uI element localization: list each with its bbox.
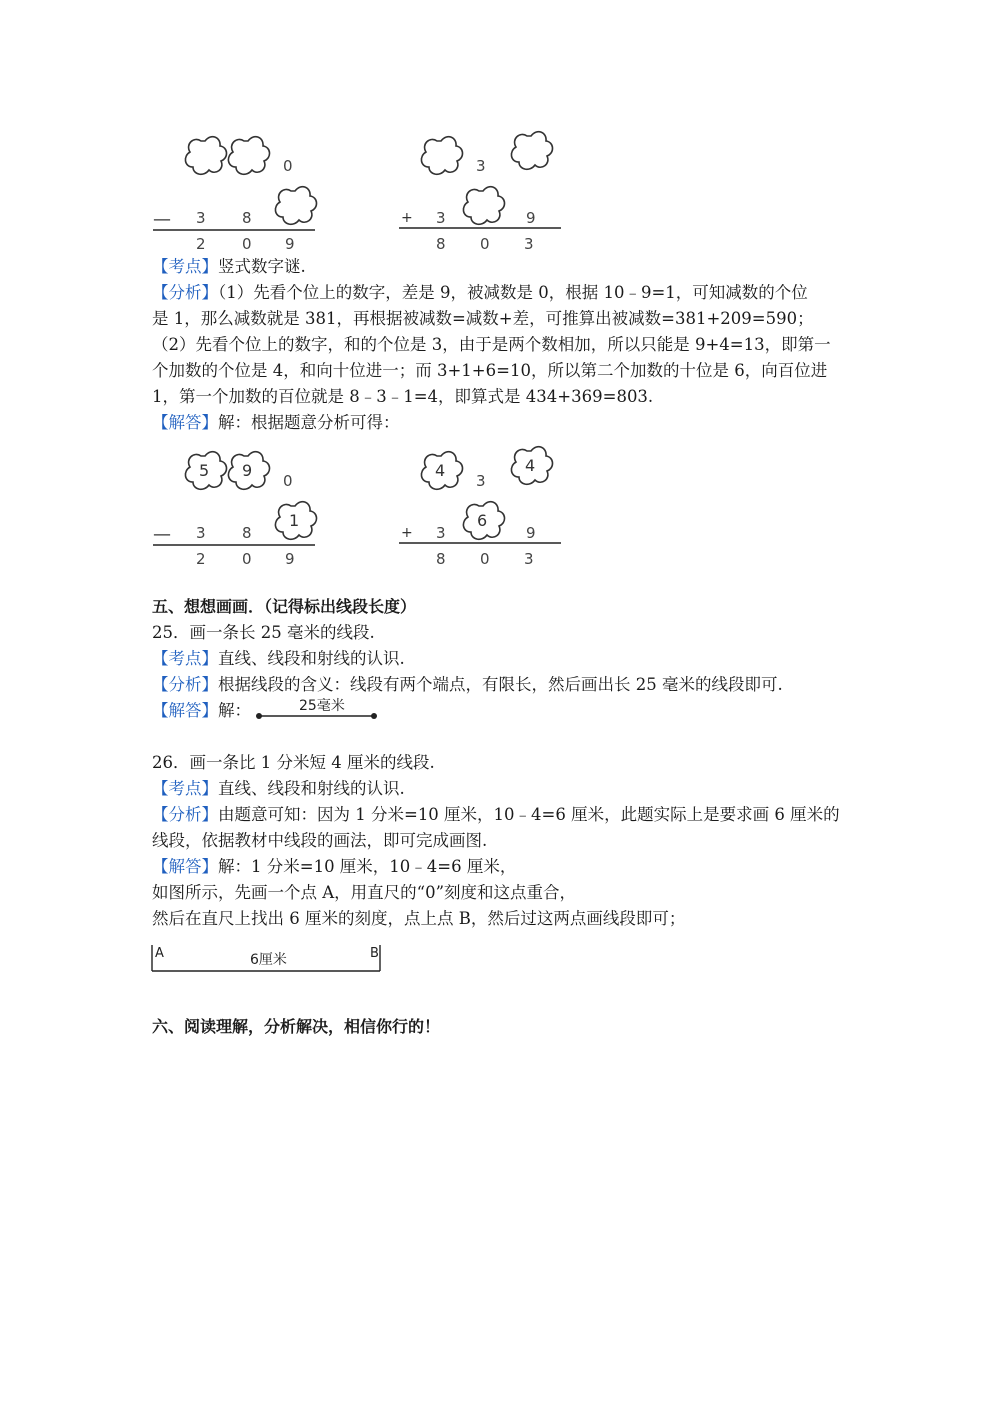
digit: 3 — [436, 209, 446, 227]
jieda-line: 然后在直尺上找出 6 厘米的刻度，点上点 B，然后过这两点画线段即可； — [152, 909, 686, 928]
digit: 0 — [480, 550, 490, 568]
digit: 0 — [480, 235, 490, 253]
digit: 9 — [526, 524, 536, 542]
digit: 3 — [524, 235, 534, 253]
blank-cloud-icon — [185, 137, 226, 175]
kaodian-tag: 【考点】 — [152, 257, 218, 276]
kaodian-line — [152, 646, 405, 672]
blank-cloud-icon — [275, 187, 316, 225]
puzzle1-solution-figure — [150, 440, 320, 570]
blank-cloud-icon — [463, 187, 504, 225]
fenxi-tag: 【分析】 — [152, 805, 218, 824]
digit: 0 — [242, 550, 252, 568]
digit: 8 — [242, 524, 252, 542]
plus-sign: + — [401, 210, 413, 226]
kaodian-tag: 【考点】 — [152, 779, 218, 798]
fenxi-line: 个加数的个位是 4，和向十位进一；而 3+1+6=10，所以第二个加数的十位是 6，向百位进 — [152, 361, 828, 380]
fenxi-line — [152, 672, 783, 698]
digit: 8 — [242, 209, 252, 227]
fenxi-text: 由题意可知：因为 1 分米=10 厘米，10﹣4=6 厘米，此题实际上是要求画 6 厘米的 — [218, 805, 840, 824]
digit: 3 — [476, 157, 486, 175]
jieda-tag: 【解答】 — [152, 857, 218, 876]
kaodian-text: 直线、线段和射线的认识. — [218, 779, 405, 798]
question-26: 26．画一条比 1 分米短 4 厘米的线段. — [152, 753, 435, 772]
jieda-text: 解： — [218, 701, 251, 720]
digit: 8 — [436, 235, 446, 253]
digit: 1 — [289, 511, 300, 530]
digit: 9 — [242, 461, 253, 480]
plus-sign: + — [401, 525, 413, 541]
digit: 2 — [196, 550, 206, 568]
fenxi-line: （2）先看个位上的数字，和的个位是 3，由于是两个数相加，所以只能是 9+4=13，即第一 — [152, 335, 831, 354]
segment-6cm-figure — [150, 943, 386, 975]
jieda-tag: 【解答】 — [152, 701, 218, 720]
digit: 3 — [436, 524, 446, 542]
digit: 3 — [524, 550, 534, 568]
digit: 3 — [196, 209, 206, 227]
fenxi-tag: 【分析】 — [152, 283, 218, 302]
jieda-tag: 【解答】 — [152, 413, 218, 432]
question-25: 25．画一条长 25 毫米的线段. — [152, 623, 375, 642]
kaodian-line — [152, 776, 405, 802]
fenxi-tag: 【分析】 — [152, 675, 218, 694]
digit: 0 — [242, 235, 252, 253]
digit: 2 — [196, 235, 206, 253]
blank-cloud-icon — [421, 137, 462, 175]
digit: 9 — [526, 209, 536, 227]
digit: 0 — [283, 472, 293, 490]
minus-sign: — — [153, 524, 171, 545]
kaodian-tag: 【考点】 — [152, 649, 218, 668]
digit: 4 — [525, 456, 536, 475]
fenxi-line — [152, 802, 840, 828]
jieda-text: 解：1 分米=10 厘米，10﹣4=6 厘米， — [218, 857, 517, 876]
digit: 5 — [199, 461, 210, 480]
segment-25mm-figure — [254, 696, 380, 724]
kaodian-text: 竖式数字谜. — [218, 257, 306, 276]
kaodian-text: 直线、线段和射线的认识. — [218, 649, 405, 668]
fenxi-line — [152, 280, 808, 306]
jieda-line — [152, 410, 400, 436]
kaodian-line — [152, 254, 306, 280]
jieda-line: 如图所示，先画一个点 A，用直尺的“0”刻度和这点重合， — [152, 883, 577, 902]
point-a-label: A — [155, 946, 164, 961]
blank-cloud-icon — [228, 137, 269, 175]
jieda-line — [152, 854, 516, 880]
fenxi-text: （1）先看个位上的数字，差是 9，被减数是 0，根据 10﹣9=1，可知减数的个位 — [218, 283, 808, 302]
digit: 4 — [435, 461, 446, 480]
section-title: 五、想想画画．（记得标出线段长度） — [152, 597, 417, 616]
section-title: 六、阅读理解，分析解决，相信你行的！ — [152, 1017, 441, 1036]
fenxi-text: 根据线段的含义：线段有两个端点，有限长，然后画出长 25 毫米的线段即可. — [218, 675, 783, 694]
puzzle2-solution-figure — [396, 440, 566, 570]
segment-label: 6厘米 — [250, 952, 287, 968]
jieda-text: 解：根据题意分析可得： — [218, 413, 400, 432]
blank-cloud-icon — [511, 132, 552, 170]
digit: 3 — [476, 472, 486, 490]
digit: 0 — [283, 157, 293, 175]
minus-sign: — — [153, 209, 171, 230]
digit: 9 — [285, 550, 295, 568]
digit: 8 — [436, 550, 446, 568]
puzzle2-problem-figure — [396, 125, 566, 255]
segment-label: 25毫米 — [299, 698, 345, 714]
fenxi-line: 1，第一个加数的百位就是 8﹣3﹣1=4，即算式是 434+369=803. — [152, 387, 654, 406]
digit: 6 — [477, 511, 488, 530]
digit: 3 — [196, 524, 206, 542]
digit: 9 — [285, 235, 295, 253]
fenxi-line: 线段，依据教材中线段的画法，即可完成画图. — [152, 831, 488, 850]
puzzle1-problem-figure — [150, 125, 320, 255]
fenxi-line: 是 1，那么减数就是 381，再根据被减数=减数+差，可推算出被减数=381+209=590； — [152, 309, 814, 328]
point-b-label: B — [370, 946, 379, 961]
jieda-line — [152, 698, 251, 724]
